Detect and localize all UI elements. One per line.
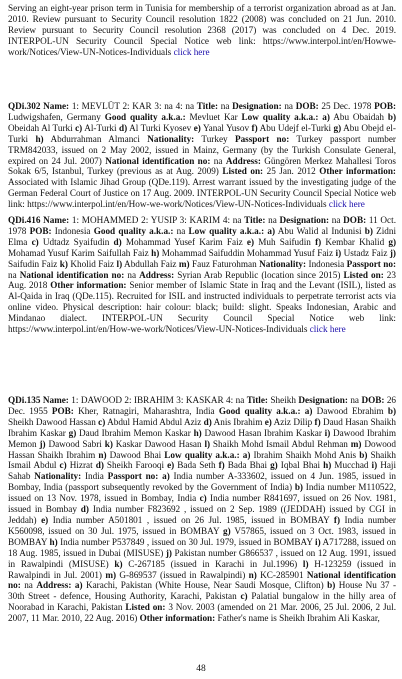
field-value: Sheikh Farooqi <box>103 460 168 471</box>
field-label: Nationality: <box>147 133 195 144</box>
field-label: e) <box>246 236 255 247</box>
field-label: POB: <box>374 101 397 111</box>
field-value: na <box>281 101 296 111</box>
field-value: H-123259 (issued in Rawalpindi in Jul. 2001) <box>8 558 396 580</box>
field-label: h) <box>193 427 202 438</box>
field-value: Kaskar Dawood Hasan <box>112 438 205 449</box>
field-value: India number M110522, issued on 13 Nov. 1978, issued in Bombay, India <box>8 482 396 504</box>
field-label: j) <box>165 547 172 558</box>
field-value: Hizrat <box>66 460 96 471</box>
field-label: k) <box>104 438 113 449</box>
field-label: n) <box>248 569 257 580</box>
field-value: Bada Seth <box>174 460 219 471</box>
interpol-link[interactable]: click here <box>173 46 210 57</box>
field-value: Abdul Hamid Abdul Aziz <box>105 416 204 427</box>
field-label: f) <box>315 236 322 247</box>
field-value: Iqbal Bhai <box>277 460 324 471</box>
field-value: India number F823692 , issued on 2 Sep. 1989 ((JEDDAH) issued by CGI in Jeddah) <box>8 504 396 525</box>
field-value: Daud Ibrahim Memon Kaskar <box>76 427 194 438</box>
field-value: Turkey <box>194 133 235 144</box>
entry-qdi302 <box>8 101 396 210</box>
entry-qdi416 <box>8 215 396 335</box>
field-value: Dawood Sabri <box>45 438 105 449</box>
field-value: India number K560098, issued on 30 Jul. 1975, issued in BOMBAY <box>8 514 396 536</box>
field-value: Sheikh <box>267 395 299 405</box>
field-value: House Nu 37 - 30th Street - defence, Housing Authority, Karachi, Pakistan <box>8 580 397 602</box>
field-value: Saifudin Faiz <box>8 258 60 269</box>
field-label: g) <box>223 525 231 536</box>
field-value: Abu Obejd el-Turki <box>8 122 396 144</box>
field-label: i) <box>324 427 331 438</box>
field-label: f) <box>251 122 258 133</box>
field-label: g) <box>270 460 278 471</box>
field-label: m) <box>105 569 117 580</box>
field-value: Mohammad Saifuddin Mohammad Yusuf Faiz <box>159 247 336 258</box>
field-label: Passport no: <box>346 258 397 269</box>
field-value: Abdurrahman Almanci <box>43 133 148 144</box>
field-label: Good quality a.k.a.: <box>104 111 186 122</box>
field-label: a) <box>74 580 83 591</box>
field-label: d) <box>113 236 122 247</box>
field-value: Indonesia <box>51 225 94 236</box>
field-label: Listed on: <box>222 166 264 177</box>
field-label: k) <box>114 558 123 569</box>
field-label: g) <box>333 122 342 133</box>
field-value: 1: MEVLÜT 2: KAR 3: na 4: na <box>69 101 197 111</box>
field-label: i) <box>335 247 342 258</box>
field-value: G-869537 (issued in Rawalpindi) <box>116 569 249 580</box>
entry-qdi135 <box>8 395 396 624</box>
field-value: Al-Turki <box>82 122 119 133</box>
field-value: Ustadz Faiz <box>341 247 390 258</box>
field-value: Shaikh Mohd Ismail Abdul Rehman <box>210 438 351 449</box>
field-label: e) <box>193 122 201 133</box>
field-label: a) <box>242 449 251 460</box>
field-label: h) <box>323 460 332 471</box>
field-label: National identification no: <box>19 269 125 280</box>
field-label: b) <box>327 580 336 591</box>
field-label: Other information: <box>50 280 127 291</box>
page-number: 48 <box>196 664 206 674</box>
field-value: Daud Hasan Shaikh Ibrahim Kaskar <box>8 416 396 438</box>
field-value: Mucchad <box>331 460 372 471</box>
field-value: Obeidah Al Turki <box>8 122 76 133</box>
field-value: na <box>329 215 344 225</box>
field-label: Low quality a.k.a.: <box>164 449 240 460</box>
field-value: Dawood Ebrahim <box>312 405 388 416</box>
field-value: Dawood Ibrahim Memon <box>8 427 396 449</box>
field-value: 11 Oct. 1978 <box>8 215 396 236</box>
field-label: Good quality a.k.a.: <box>218 405 301 416</box>
field-value: Fauz Faturohman <box>189 258 260 269</box>
field-value: 3 Nov. 2003 (amended on 21 Mar. 2006, 25 Jul. 2006, 2 Jul. 2007, 11 Mar. 2010, 22 Aug. 2016) <box>8 602 396 624</box>
field-label: d) <box>95 460 104 471</box>
field-label: f) <box>314 416 321 427</box>
field-label: c) <box>98 416 106 427</box>
field-value: C-267185 (issued in Karachi in Jul.1996) <box>122 558 303 569</box>
field-value: Yanal Yusov <box>200 122 252 133</box>
field-value: Abu Walid al Indunisi <box>275 225 365 236</box>
field-label: Nationality: <box>34 471 82 482</box>
field-value: Abdullah Faiz <box>122 258 179 269</box>
field-label: Address: <box>225 155 261 166</box>
field-value: A717288, issued on 18 Aug. 1985, issued in Dubai (MISUSE) <box>8 536 396 558</box>
field-label: f) <box>333 514 341 525</box>
field-label: Low quality a.k.a.: <box>188 225 265 236</box>
field-label: j) <box>39 438 46 449</box>
field-value: 1: MOHAMMED 2: YUSIP 3: KARIM 4: na <box>69 215 245 225</box>
entry-id-label: QDi.416 Name: <box>8 215 70 225</box>
entry-id-label: QDi.302 Name: <box>8 101 70 111</box>
field-label: b) <box>359 449 368 460</box>
field-label: Designation: <box>232 101 282 111</box>
field-value: Dawood Hasan Ibrahim Kaskar <box>201 427 325 438</box>
field-value: Ludwigshafen, Germany <box>8 111 105 122</box>
field-value: 25 Jan. 2012 <box>263 166 320 177</box>
field-label: e) <box>41 514 49 525</box>
field-label: g) <box>388 236 396 247</box>
entry-id-label: QDi.135 Name: <box>8 395 69 405</box>
field-label: Designation: <box>298 395 348 405</box>
field-label: Low quality a.k.a.: <box>241 111 319 122</box>
field-label: National identification no: <box>8 569 396 591</box>
field-label: e) <box>167 460 175 471</box>
field-value: India number P537849 , issued on 30 Jul. 1979, issued in BOMBAY <box>57 536 316 547</box>
field-value: Kher, Ratnagiri, Maharashtra, India <box>73 405 219 416</box>
field-label: DOB: <box>361 395 385 405</box>
field-value: Karachi, Pakistan (White House, Near Saudi Mosque, Clifton) <box>82 580 328 591</box>
field-value: India number R841697, issued on 26 Nov. 1981, issued in Bombay <box>8 493 397 515</box>
continuation-paragraph <box>8 3 396 58</box>
field-value: na <box>173 225 189 236</box>
field-label: DOB: <box>343 215 367 225</box>
interpol-link[interactable]: click here <box>309 324 346 335</box>
field-value: na <box>8 269 20 280</box>
field-label: b) <box>294 482 303 493</box>
field-label: k) <box>59 258 68 269</box>
field-value: Shaikh Ismail Abdul <box>8 449 396 471</box>
field-value: Father's name is Sheikh Ibrahim Ali Kaskar, <box>215 613 380 624</box>
field-value: V57865, issued on 3 Oct. 1983, issued in BOMBAY <box>8 525 396 547</box>
field-label: Good quality a.k.a.: <box>93 225 174 236</box>
field-label: d) <box>119 122 128 133</box>
field-value: India number A-333602, issued on 4 Jun. 1985, issued in Bombay, India (passport subsequently revoked by the Government of India) <box>8 471 396 493</box>
field-label: c) <box>75 122 83 133</box>
field-value: Turkey passport number TRM842033, issued on 2 May 2002, issued in Mainz, Germany (by the Turkish Consulate General, expired on 24 Jul. 2007) <box>8 133 396 166</box>
field-label: l) <box>204 438 211 449</box>
field-value: na <box>347 395 362 405</box>
field-label: d) <box>80 504 89 515</box>
field-value: Indonesia <box>306 258 347 269</box>
field-label: Nationality: <box>259 258 307 269</box>
field-label: m) <box>178 258 190 269</box>
field-value: Kembar Khalid <box>321 236 389 247</box>
field-label: c) <box>199 493 207 504</box>
field-label: Designation: <box>279 215 330 225</box>
field-label: h) <box>35 133 44 144</box>
field-value: India number A501801 , issued on 26 Jul. 1985, issued in BOMBAY <box>48 514 334 525</box>
field-value: Syrian Arab Republic (location since 2015) <box>174 269 344 280</box>
field-label: g) <box>68 427 77 438</box>
field-value: Zidni Elma <box>8 225 397 247</box>
field-label: h) <box>49 536 58 547</box>
field-value: na <box>20 580 37 591</box>
field-value: Anis Ibrahim <box>211 416 265 427</box>
field-label: b) <box>387 111 397 122</box>
field-value: Dowood Hassan Shaikh Ibrahim <box>8 438 396 460</box>
field-label: d) <box>203 416 212 427</box>
field-label: POB: <box>51 405 74 416</box>
field-value: Aziz Dilip <box>271 416 315 427</box>
field-label: i) <box>371 460 378 471</box>
field-label: n) <box>98 449 107 460</box>
field-value: 26 Dec. 1955 <box>8 395 397 416</box>
field-label: a) <box>162 471 170 482</box>
field-value: India <box>81 471 108 482</box>
field-label: Listed on: <box>343 269 384 280</box>
field-value: Palatial bungalow in the hilly area of Noorabad in Karachi, Pakistan <box>8 591 396 613</box>
field-label: c) <box>240 591 248 602</box>
field-label: a) <box>267 225 276 236</box>
field-value: Kholid Faiz <box>67 258 117 269</box>
field-value: 1: DAWOOD 2: IBRAHIM 3: KASKAR 4: na <box>68 395 247 405</box>
field-value: Güngören Merkez Mahallesi Toros Sokak 6/5, Istanbul, Turkey (previous as at Aug. 2009) <box>8 155 397 177</box>
field-value: Associated with Islamic Jihad Group (QDe.119). Arrest warrant issued by the investigating judge of the German Federal Court of Justice on 17 Aug. 2009. INTERPOL-UN Security Council Special Notice web link: https://www.interpol.int/en/How-we-work/Notices/View-UN-Notices-Individuals <box>8 177 396 210</box>
field-label: b) <box>364 225 373 236</box>
field-value: na <box>218 101 233 111</box>
field-label: DOB: <box>295 101 319 111</box>
field-label: f) <box>218 460 225 471</box>
field-label: National identification no: <box>105 155 211 166</box>
field-value: Abu Udejf el-Turki <box>257 122 334 133</box>
field-label: e) <box>264 416 272 427</box>
field-value: Muh Saifudin <box>254 236 316 247</box>
field-label: a) <box>322 111 330 122</box>
field-label: POB: <box>29 225 52 236</box>
field-value: Ibrahim Shaikh Mohd Anis <box>250 449 360 460</box>
interpol-link[interactable]: click here <box>328 199 365 210</box>
field-value: Senior member of Islamic State in Iraq and the Levant (ISIL), listed as Al-Qaida in Iraq (QDe.115). Recruited for ISIL and instructed individuals to perpetrate terrorist acts via online video. Physical description: hair colour: black; build: slight. Speaks Indonesian, Arabic and Mindanao dialect. INTERPOL-UN Security Council Special Notice web link: https://www.interpol.int/en/How-we-work/Notices/View-UN-Notices-Individuals <box>8 280 396 335</box>
field-value: Bada Bhai <box>224 460 271 471</box>
field-value: na <box>124 269 140 280</box>
field-value: Udtadz Syaifudin <box>38 236 114 247</box>
field-label: Listed on: <box>125 602 166 613</box>
field-label: Other information: <box>139 613 216 624</box>
field-value: na <box>210 155 226 166</box>
field-label: Passport no: <box>107 471 159 482</box>
field-label: Title: <box>244 215 266 225</box>
field-label: c) <box>31 236 39 247</box>
field-value: Mohammad Yusef Karim Faiz <box>121 236 247 247</box>
field-value: Mohamad Yusuf Karim Saifullah Faiz <box>8 247 152 258</box>
field-label: Passport no: <box>234 133 290 144</box>
field-label: i) <box>315 536 321 547</box>
field-label: m) <box>350 438 362 449</box>
field-label: h) <box>151 247 160 258</box>
field-value: Al Turki Kyosev <box>127 122 194 133</box>
field-value: 23 Aug. 2018 <box>8 269 396 291</box>
field-label: l) <box>116 258 123 269</box>
continuation-text: Serving an eight-year prison term in Tunisia for membership of a terrorist organization abroad as at Jan. 2010. Review pursuant to Security Council resolution 1822 (2008) was concluded on 21 Jun. 2010. Review pursuant to Security Council resolution 2368 (2017) was concluded on 4 Dec. 2019. INTERPOL-UN Security Council Special Notice web link: https://www.interpol.int/en/Howwe-work/Notices/View-UN-Notices-Individuals <box>8 3 396 57</box>
field-value: Abu Obaidah <box>329 111 388 122</box>
field-label: Title: <box>246 395 268 405</box>
field-value: 25 Dec. 1978 <box>318 101 375 111</box>
field-value: Haji Sahab <box>8 460 397 482</box>
field-label: Title: <box>196 101 219 111</box>
field-label: l) <box>302 558 309 569</box>
field-value: Pakistan number G866537 , issued on 12 Aug. 1991, issued in Rawalpindi (MISUSE) <box>8 547 396 569</box>
field-value: Mevluet Kar <box>185 111 242 122</box>
field-value: Dawood Bhai <box>106 449 165 460</box>
field-value: KC-285901 <box>256 569 307 580</box>
field-label: j) <box>389 247 396 258</box>
field-value: na <box>265 215 280 225</box>
field-label: c) <box>59 460 67 471</box>
field-label: a) <box>304 405 313 416</box>
field-label: Address: <box>36 580 72 591</box>
field-value: Sheikh Dawood Hassan <box>8 416 99 427</box>
field-label: b) <box>387 405 396 416</box>
field-label: Address: <box>139 269 175 280</box>
field-label: Other information: <box>319 166 396 177</box>
